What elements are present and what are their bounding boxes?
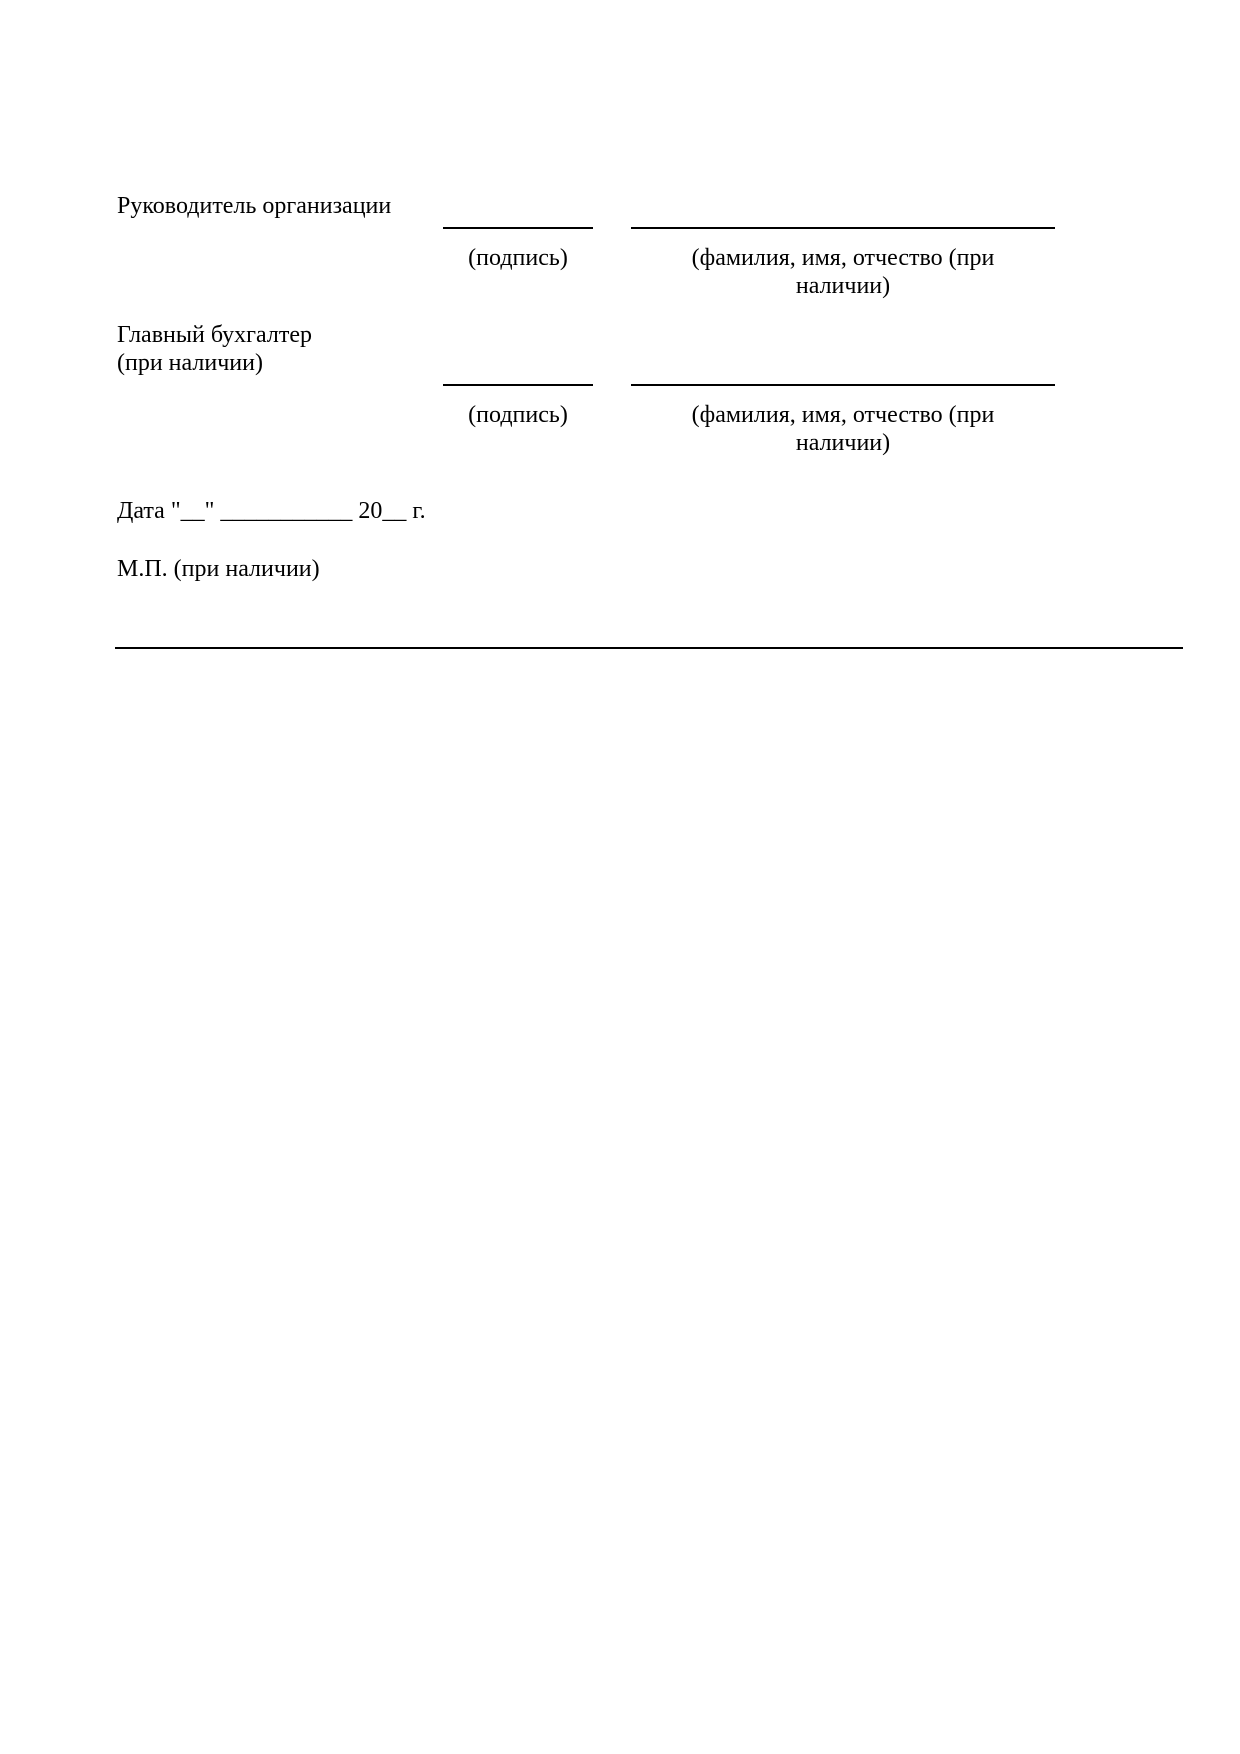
accountant-name-line[interactable] (631, 384, 1055, 386)
date-line: Дата "__" ___________ 20__ г. (117, 498, 426, 524)
accountant-role-label: Главный бухгалтер (117, 322, 312, 348)
head-name-line[interactable] (631, 227, 1055, 229)
stamp-line: М.П. (при наличии) (117, 556, 320, 582)
head-role-label: Руководитель организации (117, 193, 392, 219)
accountant-signature-line[interactable] (443, 384, 593, 386)
accountant-role-note: (при наличии) (117, 350, 263, 376)
head-signature-hint: (подпись) (468, 245, 568, 271)
accountant-name-hint: (фамилия, имя, отчество (при наличии) (691, 402, 995, 456)
page-separator (115, 647, 1183, 649)
head-signature-line[interactable] (443, 227, 593, 229)
accountant-signature-hint: (подпись) (468, 402, 568, 428)
head-name-hint: (фамилия, имя, отчество (при наличии) (691, 245, 995, 299)
